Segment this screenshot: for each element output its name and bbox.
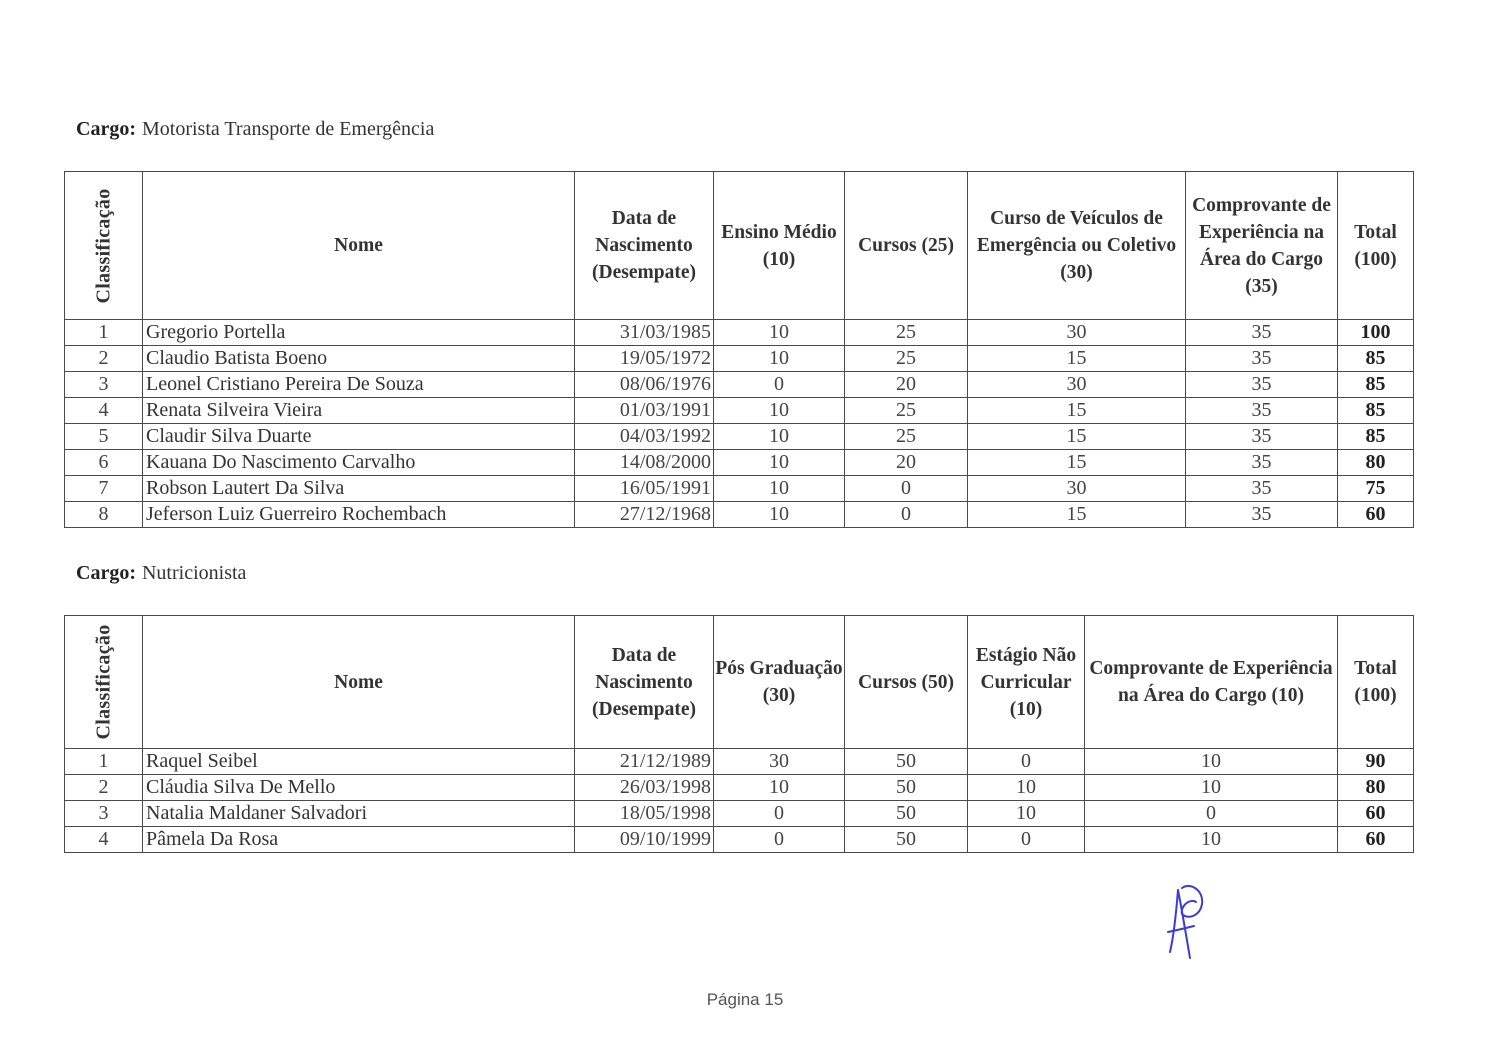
score-cell-2: 0 [845, 476, 968, 502]
score-cell-3: 15 [968, 346, 1186, 372]
header-ensino-medio: Ensino Médio (10) [714, 172, 845, 320]
score-cell-1: 10 [714, 502, 845, 528]
birthdate-cell: 09/10/1999 [575, 827, 714, 853]
score-cell-1: 10 [714, 398, 845, 424]
rank-cell: 2 [65, 775, 143, 801]
total-cell: 85 [1338, 398, 1414, 424]
table-row [65, 827, 1414, 853]
score-cell-1: 10 [714, 424, 845, 450]
header-total: Total (100) [1338, 172, 1414, 320]
birthdate-cell: 18/05/1998 [575, 801, 714, 827]
birthdate-cell: 31/03/1985 [575, 320, 714, 346]
header-classificacao: Classificação [65, 172, 143, 320]
name-cell: Cláudia Silva De Mello [143, 775, 575, 801]
score-cell-3: 15 [968, 424, 1186, 450]
birthdate-cell: 16/05/1991 [575, 476, 714, 502]
table-row [65, 346, 1414, 372]
name-cell: Claudir Silva Duarte [143, 424, 575, 450]
header-row [65, 616, 1414, 749]
birthdate-cell: 14/08/2000 [575, 450, 714, 476]
header-classificacao: Classificação [65, 616, 143, 749]
birthdate-cell: 08/06/1976 [575, 372, 714, 398]
score-cell-2: 25 [845, 320, 968, 346]
total-cell: 60 [1338, 801, 1414, 827]
score-cell-3: 30 [968, 372, 1186, 398]
score-cell-2: 50 [845, 775, 968, 801]
score-cell-4: 35 [1186, 320, 1338, 346]
rank-cell: 4 [65, 827, 143, 853]
rank-cell: 6 [65, 450, 143, 476]
score-cell-2: 20 [845, 372, 968, 398]
rank-cell: 3 [65, 372, 143, 398]
name-cell: Renata Silveira Vieira [143, 398, 575, 424]
header-row [65, 172, 1414, 320]
total-cell: 100 [1338, 320, 1414, 346]
total-cell: 85 [1338, 346, 1414, 372]
name-cell: Jeferson Luiz Guerreiro Rochembach [143, 502, 575, 528]
rows-nutricionista [65, 749, 1414, 853]
birthdate-cell: 01/03/1991 [575, 398, 714, 424]
score-cell-2: 50 [845, 749, 968, 775]
birthdate-cell: 27/12/1968 [575, 502, 714, 528]
score-cell-4: 10 [1085, 775, 1338, 801]
signature-initials-icon [1160, 880, 1220, 965]
score-cell-1: 0 [714, 827, 845, 853]
score-cell-1: 10 [714, 450, 845, 476]
header-estagio: Estágio Não Curricular (10) [968, 616, 1085, 749]
score-cell-1: 30 [714, 749, 845, 775]
cargo-heading-1 [76, 118, 434, 141]
cargo-label: Cargo: [76, 562, 136, 584]
table-row [65, 749, 1414, 775]
ranking-table-nutricionista [64, 615, 1414, 853]
score-cell-3: 0 [968, 827, 1085, 853]
rank-cell: 2 [65, 346, 143, 372]
name-cell: Robson Lautert Da Silva [143, 476, 575, 502]
rank-cell: 4 [65, 398, 143, 424]
header-nome: Nome [143, 172, 575, 320]
score-cell-2: 20 [845, 450, 968, 476]
name-cell: Claudio Batista Boeno [143, 346, 575, 372]
table-row [65, 801, 1414, 827]
header-data-nascimento: Data de Nascimento (Desempate) [575, 172, 714, 320]
score-cell-4: 35 [1186, 424, 1338, 450]
score-cell-3: 10 [968, 775, 1085, 801]
score-cell-4: 0 [1085, 801, 1338, 827]
score-cell-1: 0 [714, 801, 845, 827]
ranking-table-motorista [64, 171, 1414, 528]
birthdate-cell: 21/12/1989 [575, 749, 714, 775]
rank-cell: 5 [65, 424, 143, 450]
score-cell-3: 15 [968, 450, 1186, 476]
header-nome: Nome [143, 616, 575, 749]
total-cell: 60 [1338, 827, 1414, 853]
birthdate-cell: 04/03/1992 [575, 424, 714, 450]
rows-motorista [65, 320, 1414, 528]
total-cell: 85 [1338, 372, 1414, 398]
name-cell: Kauana Do Nascimento Carvalho [143, 450, 575, 476]
page-number: Página 15 [706, 990, 784, 1009]
score-cell-3: 15 [968, 502, 1186, 528]
score-cell-2: 0 [845, 502, 968, 528]
score-cell-1: 0 [714, 372, 845, 398]
score-cell-2: 25 [845, 398, 968, 424]
rank-cell: 8 [65, 502, 143, 528]
birthdate-cell: 19/05/1972 [575, 346, 714, 372]
score-cell-1: 10 [714, 775, 845, 801]
header-curso-veiculos: Curso de Veículos de Emergência ou Coletivo (30) [968, 172, 1186, 320]
birthdate-cell: 26/03/1998 [575, 775, 714, 801]
name-cell: Natalia Maldaner Salvadori [143, 801, 575, 827]
header-pos-graduacao: Pós Graduação (30) [714, 616, 845, 749]
score-cell-2: 50 [845, 827, 968, 853]
score-cell-4: 35 [1186, 398, 1338, 424]
signature [1160, 880, 1220, 970]
total-cell: 60 [1338, 502, 1414, 528]
table-row [65, 502, 1414, 528]
table-row [65, 424, 1414, 450]
score-cell-4: 35 [1186, 450, 1338, 476]
score-cell-4: 35 [1186, 476, 1338, 502]
score-cell-2: 25 [845, 346, 968, 372]
header-experiencia: Comprovante de Experiência na Área do Cargo (10) [1085, 616, 1338, 749]
table-row [65, 372, 1414, 398]
table-row [65, 775, 1414, 801]
table-row [65, 320, 1414, 346]
score-cell-4: 10 [1085, 749, 1338, 775]
cargo-name: Nutricionista [141, 562, 247, 584]
header-data-nascimento: Data de Nascimento (Desempate) [575, 616, 714, 749]
rank-cell: 7 [65, 476, 143, 502]
name-cell: Gregorio Portella [143, 320, 575, 346]
score-cell-4: 35 [1186, 502, 1338, 528]
total-cell: 85 [1338, 424, 1414, 450]
total-cell: 90 [1338, 749, 1414, 775]
score-cell-3: 10 [968, 801, 1085, 827]
score-cell-1: 10 [714, 476, 845, 502]
header-experiencia: Comprovante de Experiência na Área do Cargo (35) [1186, 172, 1338, 320]
score-cell-4: 35 [1186, 346, 1338, 372]
cargo-name: Motorista Transporte de Emergência [141, 118, 435, 140]
header-cursos: Cursos (25) [845, 172, 968, 320]
total-cell: 80 [1338, 450, 1414, 476]
cargo-label: Cargo: [76, 118, 136, 140]
name-cell: Leonel Cristiano Pereira De Souza [143, 372, 575, 398]
rank-cell: 1 [65, 320, 143, 346]
table-row [65, 398, 1414, 424]
rank-cell: 1 [65, 749, 143, 775]
score-cell-2: 50 [845, 801, 968, 827]
score-cell-2: 25 [845, 424, 968, 450]
score-cell-3: 0 [968, 749, 1085, 775]
header-total: Total (100) [1338, 616, 1414, 749]
header-cursos: Cursos (50) [845, 616, 968, 749]
total-cell: 75 [1338, 476, 1414, 502]
score-cell-1: 10 [714, 346, 845, 372]
score-cell-3: 30 [968, 476, 1186, 502]
table-row [65, 450, 1414, 476]
table-row [65, 476, 1414, 502]
total-cell: 80 [1338, 775, 1414, 801]
rank-cell: 3 [65, 801, 143, 827]
name-cell: Raquel Seibel [143, 749, 575, 775]
name-cell: Pâmela Da Rosa [143, 827, 575, 853]
cargo-heading-2 [76, 562, 246, 585]
score-cell-1: 10 [714, 320, 845, 346]
score-cell-4: 10 [1085, 827, 1338, 853]
score-cell-3: 15 [968, 398, 1186, 424]
score-cell-3: 30 [968, 320, 1186, 346]
score-cell-4: 35 [1186, 372, 1338, 398]
